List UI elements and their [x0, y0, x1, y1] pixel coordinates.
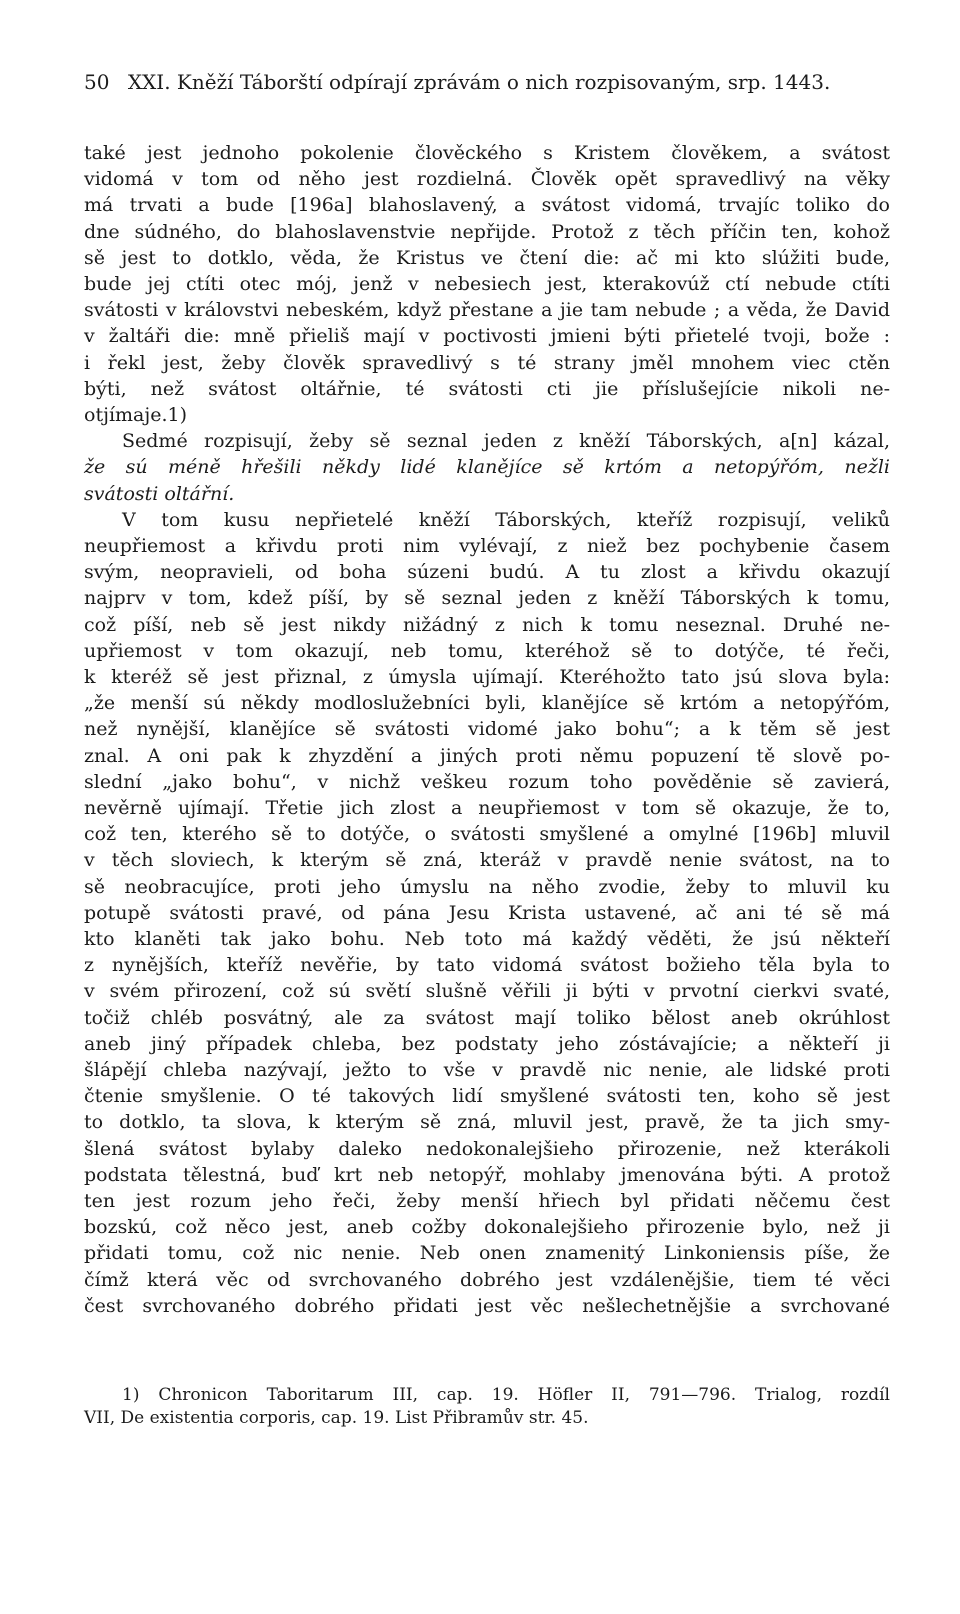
footnote-line: VII, De existentia corporis, cap. 19. List Přibramův str. 45.: [84, 1408, 589, 1428]
text-line: aneb jiný případek chleba, bez podstaty jeho zóstávajície; a někteří ji: [84, 1033, 890, 1055]
text-line: což píší, neb sě jest nikdy nižádný z nich k tomu neseznal. Druhé ne-: [84, 614, 890, 636]
text-line: čest svrchovaného dobrého přidati jest věc nešlechetnějšie a svrchované: [84, 1295, 890, 1317]
text-line: svým, neopravieli, od boha súzeni budú. A tu zlost a křivdu okazují: [84, 561, 890, 583]
text-line: ten jest rozum jeho řeči, žeby menší hřiech byl přidati něčemu čest: [84, 1190, 890, 1212]
text-line: šlená svátost bylaby daleko nedokonalejšieho přirozenie, než kterákoli: [84, 1138, 890, 1160]
text-line: v svém přirození, což sú světí slušně věřili ji býti v prvotní cierkvi svaté,: [84, 980, 890, 1002]
text-line: že sú méně hřešili někdy lidé klanějíce sě krtóm a netopýřóm, nežli: [84, 456, 890, 478]
text-line: k kteréž sě jest přiznal, z úmysla ujímají. Kteréhožto tato jsú slova byla:: [84, 666, 890, 688]
text-line: býti, než svátost oltářnie, té svátosti cti jie příslušejície nikoli ne-: [84, 378, 890, 400]
text-line: i řekl jest, žeby člověk spravedlivý s té strany jměl mnohem viec ctěn: [84, 352, 890, 374]
text-line: otjímaje.1): [84, 404, 188, 426]
text-line: slední „jako bohu“, v nichž veškeu rozum toho pověděnie sě zavierá,: [84, 771, 890, 793]
text-line: nevěrně ujímají. Třetie jich zlost a neupřiemost v tom sě okazuje, že to,: [84, 797, 890, 819]
text-line: z nynějších, kteříž nevěřie, by tato vidomá svátost božieho těla byla to: [84, 954, 890, 976]
text-line: kto klaněti tak jako bohu. Neb toto má každý věděti, že jsú někteří: [84, 928, 890, 950]
text-line: přidati tomu, což nic nenie. Neb onen znamenitý Linkoniensis píše, že: [84, 1242, 890, 1264]
running-title: XXI. Kněží Táborští odpírají zprávám o nich rozpisovaným, srp. 1443.: [127, 70, 831, 94]
text-line: také jest jednoho pokolenie člověckého s Kristem člověkem, a svátost: [84, 142, 890, 164]
text-line: sě neobracujíce, proti jeho úmyslu na něho zvodie, žeby to mluvil ku: [84, 876, 890, 898]
text-line: najprv v tom, kdež píší, by sě seznal jeden z kněží Táborských k tomu,: [84, 587, 890, 609]
text-line: točiž chléb posvátný, ale za svátost mají toliko bělost aneb okrúhlost: [84, 1007, 890, 1029]
text-line: má trvati a bude [196a] blahoslavený, a svátost vidomá, trvajíc toliko do: [84, 194, 890, 216]
text-line: v žaltáři die: mně přieliš mají v poctivosti jmieni býti přietelé tvoji, bože :: [84, 325, 890, 347]
page-header: [84, 70, 830, 94]
text-line: než nynější, klanějíce sě svátosti vidomé jako bohu“; a k těm sě jest: [84, 718, 890, 740]
text-line: svátosti oltářní.: [84, 483, 235, 505]
text-line: čímž která věc od svrchovaného dobrého jest vzdálenějšie, tiem té věci: [84, 1269, 890, 1291]
text-line: V tom kusu nepřietelé kněží Táborských, kteříž rozpisují, veliků: [122, 509, 890, 531]
text-line: v těch sloviech, k kterým sě zná, kteráž v pravdě nenie svátost, na to: [84, 849, 890, 871]
text-line: šlápějí chleba nazývají, ježto to vše v pravdě nic nenie, ale lidské proti: [84, 1059, 890, 1081]
text-line: „že menší sú někdy modloslužebníci byli, klanějíce sě krtóm a netopýřóm,: [84, 692, 890, 714]
text-line: Sedmé rozpisují, žeby sě seznal jeden z kněží Táborských, a[n] kázal,: [122, 430, 890, 452]
page-number: 50: [84, 70, 110, 94]
text-line: čtenie smyšlenie. O té takových lidí smyšlené svátosti ten, koho sě jest: [84, 1085, 890, 1107]
text-line: znal. A oni pak k zhyzdění a jiných proti němu popuzení tě slově po-: [84, 745, 890, 767]
text-line: to dotklo, ta slova, k kterým sě zná, mluvil jest, pravě, že ta jich smy-: [84, 1111, 890, 1133]
footnote-line: 1) Chronicon Taboritarum III, cap. 19. Höfler II, 791—796. Trialog, rozdíl: [122, 1385, 890, 1405]
text-line: upřiemost v tom okazují, neb tomu, kteréhož sě to dotýče, té řeči,: [84, 640, 890, 662]
text-line: potupě svátosti pravé, od pána Jesu Krista ustavené, ač ani té sě má: [84, 902, 890, 924]
text-line: neupřiemost a křivdu proti nim vylévají, z niež bez pochybenie časem: [84, 535, 890, 557]
text-line: vidomá v tom od něho jest rozdielná. Člověk opět spravedlivý na věky: [84, 168, 890, 190]
text-line: dne súdného, do blahoslavenstvie nepřijde. Protož z těch příčin ten, kohož: [84, 221, 890, 243]
text-line: bude jej ctíti otec mój, jenž v nebesiech jest, kterakovúž ctí nebude ctíti: [84, 273, 890, 295]
text-line: bozskú, což něco jest, aneb cožby dokonalejšieho přirozenie bylo, než ji: [84, 1216, 890, 1238]
text-line: což ten, kterého sě to dotýče, o svátosti smyšlené a omylné [196b] mluvil: [84, 823, 890, 845]
text-line: sě jest to dotklo, věda, že Kristus ve čtení die: ač mi kto slúžiti bude,: [84, 247, 890, 269]
text-line: svátosti v královstvi nebeském, když přestane a jie tam nebude ; a věda, že David: [84, 299, 890, 321]
text-line: podstata tělestná, buď krt neb netopýř, mohlaby jmenována býti. A protož: [84, 1164, 890, 1186]
